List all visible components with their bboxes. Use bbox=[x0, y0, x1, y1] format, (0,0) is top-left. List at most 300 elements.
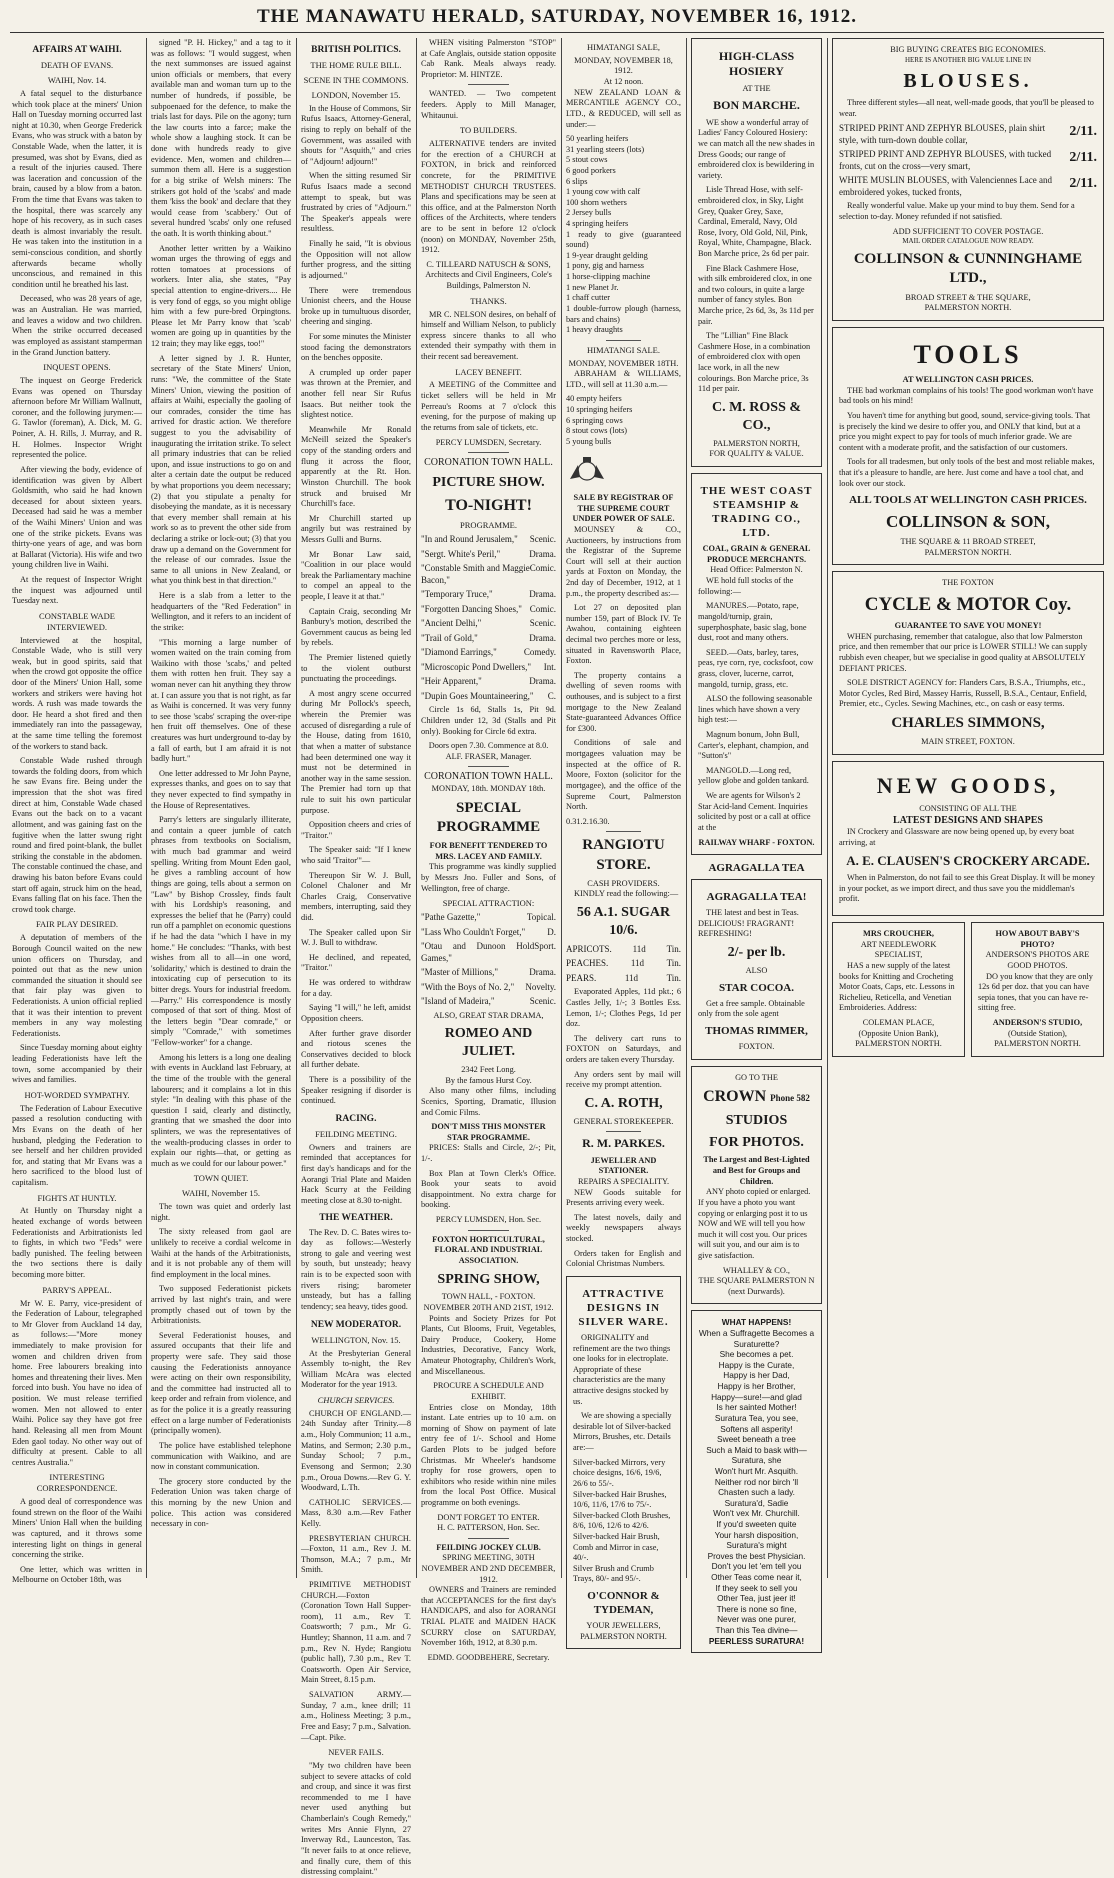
ad-all-tools: ALL TOOLS AT WELLINGTON CASH PRICES. bbox=[849, 494, 1087, 507]
poem-line: Chasten such a lady. bbox=[718, 1487, 795, 1498]
ad-simmons: CHARLES SIMMONS, bbox=[891, 715, 1045, 732]
stock-item: 40 empty heifers bbox=[566, 394, 622, 404]
ad-cart: The delivery cart runs to FOXTON on Saturdays, and orders are taken every Thursday. bbox=[566, 1033, 681, 1064]
ad-cycle: CYCLE & MOTOR Coy. bbox=[864, 593, 1072, 615]
paragraph: The inquest on George Frederick Evans was opened on Thursday afternoon before Mr William Wallnutt, coroner, and the following jurymen:—G. Tawlor (foreman), A. Dick, M. G. Poiner, A. H. Rills, J. Murray, and R. H. Holmes. Inspector Wright represented the police. bbox=[12, 376, 142, 460]
paragraph: For some minutes the Minister stood facing the demonstrators on the benches opposite. bbox=[301, 331, 411, 363]
ad-cafe-anglais: WHEN visiting Palmerston "STOP" at Cafe Anglais, outside station opposite Cab Rank. Meals always ready. Proprietor: M. HINTZE. bbox=[421, 38, 556, 79]
ad-dates: NOVEMBER 20TH AND 21ST, 1912. bbox=[423, 1303, 554, 1313]
attraction-item bbox=[421, 927, 556, 939]
ad-guarantee: GUARANTEE TO SAVE YOU MONEY! bbox=[894, 621, 1042, 631]
silver-item: Silver-backed Cloth Brushes, 8/6, 10/6, 12/6 to 42/6. bbox=[573, 1510, 671, 1531]
ad-collinson: COLLINSON & CUNNINGHAME LTD., bbox=[853, 251, 1083, 287]
paragraph: Saying "I will," he left, amidst Opposition cheers. bbox=[301, 1003, 411, 1023]
paragraph: At Huntly on Thursday night a heated exchange of words between Federationists and Arbitrationists led to fights, in which two "Feds" were badly punished. The feeling between the two sections there is daily becoming more bitter. bbox=[12, 1206, 142, 1280]
ad-manures: MANURES.—Potato, rape, mangold/turnip, grain, superphosphate, basic slag, bone dust, root and many others. bbox=[698, 601, 807, 643]
headline-never-fails: NEVER FAILS. bbox=[328, 1747, 384, 1758]
paragraph: A deputation of members of the Borough Council waited on the new union officers on Thursday, and pointed out that as the new union commanded the situation it should see that fair play was given to Federationists. A union official replied that it was their intention to prevent members in any way molesting Federationists. bbox=[12, 933, 142, 1038]
tin-item bbox=[566, 973, 681, 985]
stock-item: 4 springing heifers bbox=[566, 219, 629, 229]
ad-croucher: MRS CROUCHER, bbox=[863, 929, 934, 939]
paragraph: "This morning a large number of women waited on the train coming from Waikino with those 'scabs,' and pelted them with rotten hen fruit. They say a woman never can hit anything they throw at. I can assure you that is not right, as far as Waihi is concerned. It was very funny to see those 'scabs' scraping the over-ripe hen fruit off themselves. One of these creatures was hurt underground to-day by a fall of earth, but I am afraid it is not badly hurt." bbox=[151, 637, 291, 764]
stock-item: 100 shorn wethers bbox=[566, 197, 627, 207]
paragraph: PRESBYTERIAN CHURCH.—Foxton, 11 a.m., Rev J. M. Thomson, M.A.; 7 p.m., Mr Smith. bbox=[301, 1533, 411, 1575]
ad-really: Really wonderful value. Make up your mind to buy them. Send for a selection to-day. Money refunded if not satisfied. bbox=[839, 201, 1075, 222]
attraction-item-cell: "Otau and Dunoon Hold Games," bbox=[421, 941, 535, 963]
poem-line: She becomes a pet. bbox=[719, 1349, 794, 1360]
programme-item bbox=[421, 534, 556, 546]
ad-mounsey: MOUNSEY & CO., Auctioneers, by instructions from the Registrar of the Supreme Court will sell at their auction yards at Foxton on Monday, the 2nd day of December, 1912, at 1 p.m., the property described as:— bbox=[566, 524, 681, 598]
programme-item-cell: Int. bbox=[543, 661, 556, 672]
ad-foxton: THE FOXTON bbox=[942, 578, 994, 588]
subhead-builders: TO BUILDERS. bbox=[460, 125, 517, 136]
ad-box-tools bbox=[832, 327, 1104, 565]
ad-signature: PERCY LUMSDEN, Hon. Sec. bbox=[435, 1215, 542, 1225]
column-7 bbox=[832, 38, 1104, 1578]
ad-anderson-good: ANDERSON'S PHOTOS ARE GOOD PHOTOS. bbox=[985, 950, 1090, 970]
paragraph: The Speaker called upon Sir W. J. Bull to withdraw. bbox=[301, 927, 411, 948]
ad-address: THE SQUARE & 11 BROAD STREET, bbox=[900, 537, 1036, 547]
ad-wanted: WANTED. — Two competent feeders. Apply to Mill Manager, Whitaunui. bbox=[421, 89, 556, 120]
programme-item bbox=[421, 647, 556, 659]
programme-item-cell: "Temporary Truce," bbox=[421, 589, 493, 600]
headline-moderator: NEW MODERATOR. bbox=[310, 1319, 402, 1330]
ad-square: THE SQUARE PALMERSTON N bbox=[698, 1276, 815, 1286]
ad-anderson: ANDERSON'S STUDIO, bbox=[992, 1017, 1083, 1027]
column-divider bbox=[561, 38, 562, 1578]
ad-box-anderson bbox=[971, 922, 1104, 1057]
ad-mangold: MANGOLD.—Long red, yellow globe and golden tankard. bbox=[698, 765, 809, 786]
paragraph: A good deal of correspondence was found strewn on the floor of the Waihi Miners' Union Hall when the building was captured, and it throws some interesting light on things in general concerning the strike. bbox=[12, 1497, 142, 1560]
ad-latest: THE latest and best in Teas. DELICIOUS! FRAGRANT! REFRESHING! bbox=[698, 908, 799, 939]
ad-showing: WE show a wonderful array of Ladies' Fancy Coloured Hosiery: we can match all the new shades in Dress Goods; our range of embroidered clox is bewildering in variety. bbox=[698, 117, 815, 180]
programme-item bbox=[421, 633, 556, 645]
ad-opp: (Opposite Union Bank), bbox=[858, 1028, 939, 1038]
ad-lacey: A MEETING of the Committee and ticket sellers will be held in Mr Perreau's Rooms at 7 o'clock this evening, for the purpose of making up the returns from sale of tickets, etc. bbox=[421, 380, 556, 432]
ad-havent: You haven't time for anything but good, sound, service-giving tools. That is precisely the kind we desire to offer you, and ONLY that kind, but at a price you might expect to pay for tools of much inferior grade. We are content with a moderate profit, and the satisfaction of our customers. bbox=[839, 410, 1091, 452]
ad-at-the: AT THE bbox=[742, 83, 771, 93]
ad-blouses: BLOUSES. bbox=[903, 69, 1033, 92]
paragraph: He declined, and repeated, "Traitor." bbox=[301, 952, 411, 973]
ad-seed: SEED.—Oats, barley, tares, peas, rye corn, rye, cocksfoot, cow grass, clover, lucerne, carrot, mangold, turnip, grass, etc. bbox=[698, 647, 814, 689]
poem-line: Suratura'd, Sadie bbox=[724, 1497, 789, 1508]
poem-line: Your harsh disposition, bbox=[714, 1529, 799, 1540]
stock-list bbox=[566, 394, 681, 447]
paragraph: There were tremendous Unionist cheers, and the House broke up in tumultuous disorder, cheering and singing. bbox=[301, 285, 411, 327]
ad-town-hall: TOWN HALL, - FOXTON. bbox=[441, 1292, 536, 1302]
tin-item-cell: PEACHES. bbox=[566, 958, 609, 969]
column-4 bbox=[421, 38, 556, 1662]
attraction-item-cell: "Lass Who Couldn't Forget," bbox=[421, 926, 526, 937]
paragraph: Opposition cheers and cries of "Traitor." bbox=[301, 820, 411, 840]
programme-item-cell: "Sergt. White's Peril," bbox=[421, 548, 501, 559]
paragraph: A letter signed by J. R. Hunter, secretary of the State Miners' Union, runs: "We, the committee of the State Miners' Union, viewing the position of affairs at Waihi, especially the gaoling of our comrades, consider the time has arrived for drastic action. We therefore suggest to you the advisability of inaugurating the irritation strike. To select all primary industries that can be relied upon, and issue instructions to go on and alter a certain date the output be reduced by what proportions you deem necessary; (2) that you stipulate a penalty for disobeying the mandate, as it is necessary that every member shall remain at his work so as to prevent the other side from declaring a strike or lock-out; (3) that you draw up a demand on the Government for the release of our comrades. Issue the same to all unions in New Zealand, or what you think best in that direction." bbox=[151, 353, 291, 586]
ad-ross: C. M. ROSS & CO., bbox=[711, 399, 802, 433]
column-6 bbox=[691, 38, 822, 1646]
headline-church: CHURCH SERVICES. bbox=[317, 1394, 395, 1405]
attraction-item-cell: "Master of Millions," bbox=[421, 967, 499, 978]
ad-box-blouses bbox=[832, 38, 1104, 321]
subhead-scene: SCENE IN THE COMMONS. bbox=[303, 75, 409, 86]
column-5 bbox=[566, 38, 681, 1641]
ad-what-happens: WHAT HAPPENS! bbox=[721, 1317, 792, 1328]
paragraph: Parry's letters are singularly illiterate, and contain a queer jumble of catch phrases from textbooks on Socialism, with much bad grammar and weird spelling. Writing from Mount Eden gaol, he gives a rambling account of how things are going, tells about a sermon on "Law" by Bishop Crossley, finds fault with his Lordship's reasoning, and expresses the belief that he (Parry) could run off a pamphlet on economic questions if he had the data "which I have in my home." He concludes: "Thanks, with best wishes from all to all—in one word, 'solidarity,' which is destined to drain the intoxicating cup of persecution to its bitter dregs. Yours for industrial freedom.—Parry." His correspondence is mostly composed of that sort of thing. Most of the letters begin "Dear comrade," or simply "Comrade," with sometimes "Fellow-worker" for a change. bbox=[151, 815, 291, 1048]
poem-line: Suratura, she bbox=[731, 1455, 782, 1466]
ad-head-office: Head Office: Palmerston N. bbox=[710, 565, 803, 575]
poem-line: Happy is the Curate, bbox=[718, 1359, 795, 1370]
ad-spring-meeting: SPRING MEETING, 30TH NOVEMBER AND 2ND DECEMBER, 1912. bbox=[421, 1553, 556, 1584]
ad-procure: PROCURE A SCHEDULE AND EXHIBIT. bbox=[433, 1381, 544, 1401]
dateline: LONDON, November 15. bbox=[311, 89, 401, 100]
programme-item-cell: "Constable Smith and Maggie Bacon," bbox=[421, 563, 530, 585]
ad-row-bottom bbox=[832, 922, 1104, 1057]
paragraph: Captain Craig, seconding Mr Banbury's motion, described the Government caucus as being led by rebels. bbox=[301, 606, 411, 648]
ad-agents: We are agents for Wilson's 2 Star Acid-land Cement. Inquiries solicited by post or a call at office at the bbox=[698, 791, 811, 832]
ad-hold: WE hold full stocks of the following:— bbox=[698, 576, 794, 596]
paragraph: Several Federationist houses, and assured occupants that their life and property were safe. They said those causing the Federationists annoyance were acting on their own responsibility, and the committee had instructed all to keep order and refrain from violence, and as for the police it is a greatly reassuring effect on a large number of Federationists (principally women). bbox=[151, 1330, 291, 1436]
ad-also: Also many other films, including Scenics, Sporting, Dramatic, Illusion and Comic Films. bbox=[421, 1086, 556, 1117]
ad-studios: STUDIOS bbox=[725, 1112, 788, 1128]
ad-next: (next Durwards). bbox=[728, 1286, 785, 1296]
ad-price: 2/- per lb. bbox=[727, 945, 786, 961]
poem-line: Than this Tea divine— bbox=[715, 1625, 798, 1636]
ad-when: WHEN purchasing, remember that catalogue, also that low Palmerston price, and then remember that our price is LOWER STILL! We can supply rubbish even cheaper, but we specialise in good quality at ABSOLUTELY DEFIANT PRICES. bbox=[839, 631, 1088, 673]
column-1 bbox=[12, 38, 142, 1585]
tin-item-cell: APRICOTS. bbox=[566, 943, 612, 954]
poem-line: Suratura's might bbox=[726, 1540, 787, 1551]
subhead-town-quiet: TOWN QUIET. bbox=[193, 1173, 249, 1184]
ad-cocoa: STAR COCOA. bbox=[719, 981, 794, 994]
ad-romeo: ROMEO AND JULIET. bbox=[444, 1026, 533, 1060]
ad-peerless: PEERLESS SURATURA! bbox=[708, 1635, 805, 1646]
ad-new-goods: NEW Goods suitable for Presents arriving every week. bbox=[566, 1187, 681, 1208]
paragraph: A crumpled up order paper was thrown at the Premier, and another fell near Sir Rufus Isaacs. But neither took the slightest notice. bbox=[301, 367, 411, 420]
attraction-item bbox=[421, 941, 556, 964]
ad-foxton: FOXTON. bbox=[979, 737, 1015, 747]
column-divider bbox=[416, 38, 417, 1578]
ad-roth: C. A. ROTH, bbox=[584, 1095, 663, 1111]
ad-property: The property contains a dwelling of seven rooms with outhouses, and is subject to a first mortgage to the New Zealand State-guaranteed Advances Office for £300. bbox=[566, 670, 681, 733]
poem-line: Suratura Tea, you see, bbox=[714, 1412, 799, 1423]
masthead: THE MANAWATU HERALD, SATURDAY, NOVEMBER 16, 1912. bbox=[256, 6, 858, 27]
ad-parkes: R. M. PARKES. bbox=[582, 1136, 665, 1151]
subhead-parry: PARRY'S APPEAL. bbox=[42, 1284, 112, 1295]
ad-box-hosiery bbox=[691, 38, 822, 467]
paragraph: After viewing the body, evidence of identification was given by Albert Goldsmith, who said he had known deceased for about sixteen years. Deceased had said he was a member of the Waihi Miners' Union and was one of the strike pickets. Evans was thirty-one years of age, and was born at Ballarat (Victoria). His wife and two young children live in Waihi. bbox=[12, 464, 142, 570]
ad-attractive: ATTRACTIVE DESIGNS IN SILVER WARE. bbox=[578, 1287, 669, 1328]
column-3 bbox=[301, 38, 411, 1877]
separator bbox=[468, 452, 509, 453]
royal-crest-icon bbox=[566, 455, 608, 485]
attraction-list bbox=[421, 912, 556, 1008]
ad-signature: C. TILLEARD NATUSCH & SONS, bbox=[426, 259, 551, 269]
attraction-item-cell: Scenic. bbox=[529, 996, 556, 1007]
separator bbox=[606, 1131, 641, 1132]
poem-line: Neither rod nor birch 'll bbox=[714, 1476, 799, 1487]
tins-list bbox=[566, 944, 681, 985]
poem-line: Proves the best Physician. bbox=[707, 1550, 806, 1561]
ad-also: ALSO the following seasonable lines which have shown a very high test:— bbox=[698, 694, 813, 725]
ad-conditions: Conditions of sale and mortgagees valuation may be inspected at the office of R. Moore, Foxton (solicitor for the mortgagee), and the office of the Supreme Court, Palmerston North. bbox=[566, 738, 681, 812]
programme-item-cell: Comic. bbox=[529, 603, 556, 614]
stock-item: 2 Jersey bulls bbox=[566, 208, 612, 218]
ad-bad: THE bad workman complains of his tools! The good workman won't have bad tools on his mind! bbox=[839, 385, 1094, 406]
ad-doors: Doors open 7.30. Commence at 8.0. bbox=[428, 741, 549, 751]
programme-item bbox=[421, 662, 556, 674]
paragraph: Finally he said, "It is obvious the Opposition will not allow further progress, and the sitting is adjourned." bbox=[301, 239, 411, 280]
ad-signature: Architects and Civil Engineers, Cole's Buildings, Palmerston N. bbox=[425, 270, 552, 291]
ad-jockey-club: FEILDING JOCKEY CLUB. bbox=[436, 1542, 541, 1552]
ad-wharf: RAILWAY WHARF - FOXTON. bbox=[698, 837, 815, 847]
tin-item-cell: Tin. bbox=[666, 958, 681, 969]
subhead-thanks: THANKS. bbox=[470, 295, 507, 306]
tin-item-cell: Tin. bbox=[666, 943, 681, 954]
poem-line: Is her sainted Mother! bbox=[716, 1402, 797, 1413]
ad-himatangi: HIMATANGI SALE. bbox=[587, 344, 660, 355]
ad-mail: MAIL ORDER CATALOGUE NOW READY. bbox=[902, 237, 1034, 246]
paragraph: Interviewed at the hospital, Constable Wade, who is still very weak, but in good spirits, said that when the crowd got opposite the office door of the Miners' Union Hall, some workers and strikers were having hot words. A rush was made towards the door. He heard a shot fired and then immediately ran into the passageway, at the same time telling the foremost of the workers to stand back. bbox=[12, 635, 142, 751]
ad-xmas: Orders taken for English and Colonial Christmas Numbers. bbox=[566, 1248, 681, 1269]
ad-signature: ALF. FRASER, Manager. bbox=[445, 751, 532, 761]
ad-box: Box Plan at Town Clerk's Office. Book your seats to avoid disappointment. No extra charge for booking. bbox=[421, 1168, 556, 1210]
programme-item bbox=[421, 676, 556, 688]
stock-item: 1 heavy draughts bbox=[566, 325, 623, 335]
ad-agency: SOLE DISTRICT AGENCY for: Flanders Cars, B.S.A., Triumphs, etc., Motor Cycles, Red Bird, Massey Harris, Russell, B.S.A., Centaur, Enfield, Premier, etc., Cycles. Sewing Machines, etc., on cash or easy terms. bbox=[839, 678, 1087, 709]
paragraph: When the sitting resumed Sir Rufus Isaacs made a second attempt to speak, but was frustrated by cries of "Adjourn." The Speaker's appeals were resultless. bbox=[301, 171, 411, 234]
ad-foxton: FOXTON. bbox=[738, 1041, 775, 1051]
poem-line: Such a Maid to bask with— bbox=[706, 1444, 807, 1455]
ad-kindly: This programme was kindly supplied by Messrs Jno. Fuller and Sons, of Wellington, free of charge. bbox=[421, 862, 556, 893]
programme-item-cell: "Heir Apparent," bbox=[421, 676, 482, 687]
ad-spring-show: SPRING SHOW, bbox=[437, 1271, 540, 1287]
programme-item-cell: "Ancient Delhi," bbox=[421, 618, 482, 629]
headline-affairs-waihi: AFFAIRS AT WAIHI. bbox=[32, 45, 122, 55]
programme-item-cell: "Trail of Gold," bbox=[421, 632, 478, 643]
ad-your-jewellers: YOUR JEWELLERS, bbox=[586, 1621, 661, 1631]
ad-signature: EDMD. GOODBEHERE, Secretary. bbox=[427, 1652, 550, 1662]
ad-benefit: FOR BENEFIT TENDERED TO MRS. LACEY AND FAMILY. bbox=[429, 841, 548, 861]
ad-signature: PERCY LUMSDEN, Secretary. bbox=[435, 437, 542, 447]
separator bbox=[606, 340, 641, 341]
attraction-item-cell: Novelty. bbox=[525, 981, 556, 992]
ad-romeo-ft: 2342 Feet Long. bbox=[461, 1065, 516, 1075]
ad-box-croucher bbox=[832, 922, 965, 1057]
subhead-fair-play: FAIR PLAY DESIRED. bbox=[35, 919, 119, 930]
tin-item bbox=[566, 958, 681, 970]
ad-west-coast: THE WEST COAST STEAMSHIP & TRADING CO., LTD. bbox=[700, 484, 813, 540]
stock-item: 31 yearling steers (lots) bbox=[566, 144, 645, 154]
stock-item: 6 good porkers bbox=[566, 165, 616, 175]
paragraph: At the Presbyterian General Assembly to-night, the Rev William McAra was elected Moderator for the year 1913. bbox=[301, 1348, 411, 1390]
ad-abraham: ABRAHAM & WILLIAMS, LTD., will sell at 11.30 a.m.— bbox=[566, 369, 681, 389]
poem-line: Won't hurt Mr. Asquith. bbox=[714, 1465, 799, 1476]
ad-hosiery: HIGH-CLASS HOSIERY bbox=[718, 49, 795, 79]
paragraph: The police have established telephone communication with Waikino, and are now in constant communication. bbox=[151, 1440, 291, 1472]
programme-item-cell: Scenic. bbox=[529, 534, 556, 545]
blouse-desc: STRIPED PRINT AND ZEPHYR BLOUSES, plain shirt style, with turn-down double collar, bbox=[839, 123, 1046, 145]
paragraph: In the House of Commons, Sir Rufus Isaacs, Attorney-General, rising to reply on behalf of the Government, was assailed with shouts for "Asquith," and cries of "Adjourn! adjourn!" bbox=[301, 103, 411, 166]
paragraph: CHURCH OF ENGLAND.—24th Sunday after Trinity.—8 a.m., Holy Communion; 11 a.m., Matins, and Sermon; 2.30 p.m., Sunday School; 7 p.m., Evensong and Sermon; 2.30 p.m., Oroua Downs.—Rev G. Y. Woodward, L.Th. bbox=[301, 1408, 411, 1493]
ad-prices: Circle 1s 6d, Stalls 1s, Pit 9d. Children under 12, 3d (Stalls and Pit only). Booking for Circle 6d extra. bbox=[421, 705, 556, 736]
programme-item-cell: Drama. bbox=[529, 589, 556, 600]
ad-tools: TOOLS bbox=[913, 339, 1023, 369]
ad-clausen: A. E. CLAUSEN'S CROCKERY ARCADE. bbox=[846, 852, 1090, 868]
stock-list bbox=[566, 134, 681, 336]
column-divider bbox=[146, 38, 147, 1578]
subhead-hot-worded: HOT-WORDED SYMPATHY. bbox=[24, 1089, 130, 1100]
ad-here: HERE IS ANOTHER BIG VALUE LINE IN bbox=[904, 55, 1032, 64]
ad-registrar: SALE BY REGISTRAR OF THE SUPREME COURT UNDER POWER OF SALE. bbox=[572, 493, 675, 524]
programme-item-cell: Scenic. bbox=[529, 618, 556, 629]
paragraph: Mr W. E. Parry, vice-president of the Federation of Labour, telegraphed to Mr Glover from Auckland 14 day, as follows:—"More money immediately to make provision for women and children driven from home. Free labourers breaking into homes and threatening their lives. Men forced into bush. You have no idea of position. We must release terrified women. Men not allowed to enter Waihi. Police say they have got free hand. Releasing all men from Mount Eden gaol today. No other way out of difficulty at present. Cable to all centres Australia." bbox=[12, 1298, 142, 1467]
poem bbox=[698, 1328, 815, 1636]
ad-postage: ADD SUFFICIENT TO COVER POSTAGE. bbox=[892, 226, 1044, 236]
ad-box-suratura bbox=[691, 1310, 822, 1653]
silver-item: Silver Brush and Crumb Trays, 80/- and 95/-. bbox=[573, 1563, 654, 1584]
programme-item bbox=[421, 549, 556, 561]
poem-line: Other Teas come near it, bbox=[711, 1572, 802, 1583]
ad-picture-show: PICTURE SHOW. bbox=[432, 474, 545, 490]
programme-item-cell: C. bbox=[547, 690, 556, 701]
attraction-item bbox=[421, 996, 556, 1008]
ad-crown-name: CROWN bbox=[703, 1088, 767, 1106]
ad-collinson-son: COLLINSON & SON, bbox=[886, 512, 1050, 532]
ad-magnum: Magnum bonum, John Bull, Carter's, elephant, champion, and "Sutton's" bbox=[698, 730, 809, 761]
ad-kindly: KINDLY read the following:— bbox=[574, 889, 679, 899]
poem-line: Sweet beneath a tree bbox=[717, 1434, 796, 1445]
stock-item: 1 ready to give (guaranteed sound) bbox=[566, 229, 681, 250]
ad-dont-forget: DON'T FORGET TO ENTER. bbox=[437, 1512, 540, 1522]
ad-art: ART NEEDLEWORK SPECIALIST, bbox=[860, 939, 937, 960]
ad-romeo-by: By the famous Hurst Coy. bbox=[445, 1075, 532, 1085]
ad-jeweller: JEWELLER AND STATIONER. bbox=[590, 1155, 657, 1176]
paragraph: After further grave disorder and riotous scenes the Conservatives decided to block all further debate. bbox=[301, 1028, 411, 1070]
stock-item: 50 yearling heifers bbox=[566, 134, 629, 144]
paragraph: signed "P. H. Hickey," and a tag to it was as follows: "I would suggest, when the next summonses are issued against union officials or members, that every available man and woman turn up to the number of hundreds, if possible, be subpoenaed for the defence, to make the trials last for days. Pile on the agony; turn the law courts into a farce; make the whole show a laughing stock. It can be done with hundreds ready to give evidence. Men, women and children—summon them all. Here is a suggestion for a big strike of Welsh miners: The strikers got hold of the 'scabs' and made them 'kiss the book' and declare that they would cease from 'scabbery.' Out of several hundred 'scabs' only one refused the oath. It is worth thinking about." bbox=[151, 38, 291, 238]
ad-phone: Phone 582 bbox=[770, 1093, 810, 1104]
attraction-item-cell: Drama. bbox=[529, 967, 556, 978]
blouse-desc: WHITE MUSLIN BLOUSES, with Valenciennes Lace and embroidered yokes, tucked fronts, bbox=[839, 175, 1053, 197]
tin-item-cell: 11d bbox=[632, 943, 646, 954]
subhead-attraction: SPECIAL ATTRACTION: bbox=[442, 898, 535, 909]
attraction-item bbox=[421, 912, 556, 924]
ad-sugar: 56 A.1. SUGAR 10/6. bbox=[576, 904, 671, 938]
paragraph: Here is a slab from a letter to the headquarters of the "Red Federation" in Wellington, and it refers to an incident of the strike: bbox=[151, 591, 291, 632]
stock-item: 1 horse-clipping machine bbox=[566, 272, 651, 282]
ad-palmerston: PALMERSTON NORTH, bbox=[713, 438, 800, 448]
ad-rangiotu: RANGIOTU STORE. bbox=[582, 837, 665, 873]
silver-item: Silver-backed Hair Brushes, 10/6, 11/6, 17/6 to 75/-. bbox=[573, 1489, 667, 1510]
paragraph: One letter addressed to Mr John Payne, expresses thanks, and goes on to say that they never expected to find sympathy in the House of Representatives. bbox=[151, 768, 291, 810]
subhead-home-rule: THE HOME RULE BILL. bbox=[310, 60, 402, 71]
subhead-feilding: FEILDING MEETING. bbox=[315, 1128, 397, 1139]
stock-item: 8 stout cows (lots) bbox=[566, 426, 628, 436]
programme-list bbox=[421, 534, 556, 702]
poem-line: Never was one purer, bbox=[717, 1614, 796, 1625]
silver-item: Silver-backed Mirrors, very choice designs, 16/6, 19/6, 26/6 to 55/-. bbox=[573, 1457, 666, 1488]
paragraph: Mr Churchill started up angrily but was restrained by Messrs Gulli and Burns. bbox=[301, 513, 411, 544]
programme-item-cell: Drama. bbox=[529, 676, 556, 687]
poem-line: Happy is her Dad, bbox=[723, 1370, 790, 1381]
poem-line: There is none so fine, bbox=[716, 1603, 797, 1614]
ad-lisle: Lisle Thread Hose, with self-embroidered clox, in Sky, Light Grey, Quaker Grey, Saxe, Cardinal, Emerald, Navy, Old Rose, Ivory, Old Gold, Nil, Pink, Royal, White, Champagne, Black. Bon Marche price, 2s 6d per pair. bbox=[698, 185, 812, 258]
ad-crown bbox=[698, 1087, 815, 1107]
stock-item: 5 young bulls bbox=[566, 436, 612, 446]
attraction-item bbox=[421, 967, 556, 979]
ad-dont-miss: DON'T MISS THIS MONSTER STAR PROGRAMME. bbox=[431, 1122, 546, 1142]
programme-item-cell: "Dupin Goes Mountaineering," bbox=[421, 690, 534, 701]
ad-do: DO you know that they are only 12s 6d per doz. that you can have sepia tones, that you can have re-sitting free. bbox=[978, 971, 1093, 1013]
paragraph: The grocery store conducted by the Federation Union was taken charge of this morning by the new Union and police. This action was considered necessary in con- bbox=[151, 1476, 291, 1529]
programme-item-cell: "Microscopic Pond Dwellers," bbox=[421, 661, 532, 672]
ad-cash-providers: CASH PROVIDERS. bbox=[587, 878, 660, 888]
ad-points: Points and Society Prizes for Pot Plants, Cut Blooms, Fruit, Vegetables, Dairy Produce, Cookery, Home Industries, Decorative, Fancy Work, Amateur Photography, Children's Work, and Miscellaneous. bbox=[421, 1313, 556, 1376]
blouse-line bbox=[839, 175, 1097, 198]
ad-tonight: TO-NIGHT! bbox=[445, 496, 532, 514]
ad-novels: The latest novels, daily and weekly newspapers always stocked. bbox=[566, 1212, 681, 1243]
paragraph: "My two children have been subject to severe attacks of cold and croup, and since it was first recommended to me I have never used anything but Chamberlain's Cough Remedy," writes Mrs Annie Flynn, 27 Inverway Rd., Launceston, Tas. "It never fails to at once relieve, and finally cure, them of this distressing complaint." bbox=[301, 1761, 411, 1877]
ad-coal: COAL, GRAIN & GENERAL PRODUCE MERCHANTS. bbox=[702, 544, 811, 564]
ad-hall: CORONATION TOWN HALL. bbox=[424, 457, 553, 469]
ad-thanks: MR C. NELSON desires, on behalf of himself and William Nelson, to publicly express sincere thanks to all who extended their sympathy with them in their recent sad bereavement. bbox=[421, 309, 556, 361]
paragraph: The Speaker said: "If I knew who said 'Traitor'"— bbox=[301, 845, 411, 865]
ad-palmerston: PALMERSTON NORTH. bbox=[580, 1631, 667, 1641]
programme-item bbox=[421, 563, 556, 586]
ad-any: ANY photo copied or enlarged. If you have a photo you want copying or enlarging post it to us NOW and WE will tell you how much it will cost you. Our prices will suit you, and our aim is to give satisfaction. bbox=[698, 1187, 811, 1260]
ad-box-silverware bbox=[566, 1276, 681, 1650]
ad-himatangi-date: MONDAY, NOVEMBER 18, 1912. bbox=[574, 55, 673, 76]
dateline: WAIHI, November 15. bbox=[182, 1188, 260, 1199]
paragraph: The Premier listened quietly to the violent outburst punctuating the proceedings. bbox=[301, 653, 411, 684]
ad-has: HAS a new supply of the latest books for Knitting and Crocheting Motor Coats, Caps, etc. Lessons in Richelieu, Reticella, and Venetian Embroideries. Address: bbox=[839, 960, 955, 1013]
ad-monday: MONDAY, 18th. MONDAY 18th. bbox=[431, 784, 546, 794]
subhead-programme: PROGRAMME. bbox=[460, 520, 517, 531]
ad-romeo-pre: ALSO, GREAT STAR DRAMA, bbox=[433, 1010, 544, 1020]
stock-item: 10 springing heifers bbox=[566, 405, 633, 415]
paragraph: Among his letters is a long one dealing with events in Auckland last February, at the time of the trouble with the general labourers; and it complains a lot in this style: "In dealing with this phase of the question I said, clearly and distinctly, granting that we smashed the door into splinters, we was the representatives of the wealth-producing classes in order to explain our rights—that, or getting as much as we could for our labour power." bbox=[151, 1052, 291, 1168]
attraction-item-cell: Topical. bbox=[526, 912, 556, 923]
paragraph: Thereupon Sir W. J. Bull, Colonel Chaloner and Mr Charles Craig, Conservative members, interrupting, said they did. bbox=[301, 870, 411, 923]
ad-main-street bbox=[839, 737, 1097, 748]
headline-weather: THE WEATHER. bbox=[319, 1213, 393, 1224]
paragraph: He was ordered to withdraw for a day. bbox=[301, 978, 411, 998]
paragraph: Mr Bonar Law said, "Coalition in our place would break the Parliamentary machine to compel an appeal to the people, I leave it at that." bbox=[301, 549, 411, 601]
poem-line: Other Tea, just jeer it! bbox=[717, 1593, 796, 1604]
paragraph: Since Tuesday morning about eighty leading Federationists have left the town, some accompanied by their wives and families. bbox=[12, 1043, 142, 1085]
blouse-desc: STRIPED PRINT AND ZEPHYR BLOUSES, with tucked fronts, cut on the cross—very smart, bbox=[839, 149, 1052, 171]
stock-item: 1 double-furrow plough (harness, bars and chains) bbox=[566, 303, 681, 324]
ad-lot: Lot 27 on deposited plan number 159, part of Block IV. Te Awahou, containing eighteen decimal two perches more or less, situated in Ravensworth Place, Foxton. bbox=[566, 603, 681, 666]
poem-line: Happy—sure!—and glad bbox=[711, 1391, 802, 1402]
ad-agralla: AGRAGALLA TEA bbox=[708, 862, 805, 875]
ad-horticultural: FOXTON HORTICULTURAL, FLORAL AND INDUSTRIAL ASSOCIATION. bbox=[432, 1234, 545, 1265]
ad-noon: At 12 noon. bbox=[603, 77, 644, 87]
column-divider bbox=[827, 38, 828, 1578]
stock-item: 1 young cow with calf bbox=[566, 187, 641, 197]
paragraph: The sixty released from gaol are unlikely to receive a cordial welcome in Waihi at the hands of the Arbitrationists, and it is not probable any of them will find employment in the local mines. bbox=[151, 1227, 291, 1279]
paragraph: PRIMITIVE METHODIST CHURCH.—Foxton (Coronation Town Hall Supper-room), 11 a.m., Rev T. Coatsworth; 7 p.m., Mr G. Huntley; Shannon, 11 a.m. and 7 p.m., Rev N. Hyde; Rangiotu (public hall), 7.30 p.m., Rev T. Coatsworth. Open Air Service, Main Street, 8.15 p.m. bbox=[301, 1580, 411, 1685]
ad-tools-for: Tools for all tradesmen, but only tools of the best and most reliable makes, that it's a pleasure to handle, are here. Just come and have a tool chat, and look over our stock. bbox=[839, 457, 1095, 488]
blouse-line bbox=[839, 123, 1097, 146]
ad-owners: OWNERS and Trainers are reminded that ACCEPTANCES for the first day's HANDICAPS, and also for AORANGI TRIAL PLATE and MAIDEN HACK SCURRY close on SATURDAY, November 16th, 1912, at 8.30 p.m. bbox=[421, 1585, 556, 1648]
ad-orders: Any orders sent by mail will receive my prompt attention. bbox=[566, 1069, 681, 1090]
column-divider bbox=[296, 38, 297, 1578]
ad-box-crown bbox=[691, 1066, 822, 1305]
ad-when-pn: When in Palmerston, do not fail to see this Great Display. It will be money in your pocket, as we import direct, and thus save you the middleman's profit. bbox=[839, 873, 1095, 904]
ad-signature: H. C. PATTERSON, Hon. Sec. bbox=[437, 1523, 540, 1533]
subhead-fights: FIGHTS AT HUNTLY. bbox=[37, 1192, 117, 1203]
headline-racing: RACING. bbox=[335, 1113, 377, 1124]
